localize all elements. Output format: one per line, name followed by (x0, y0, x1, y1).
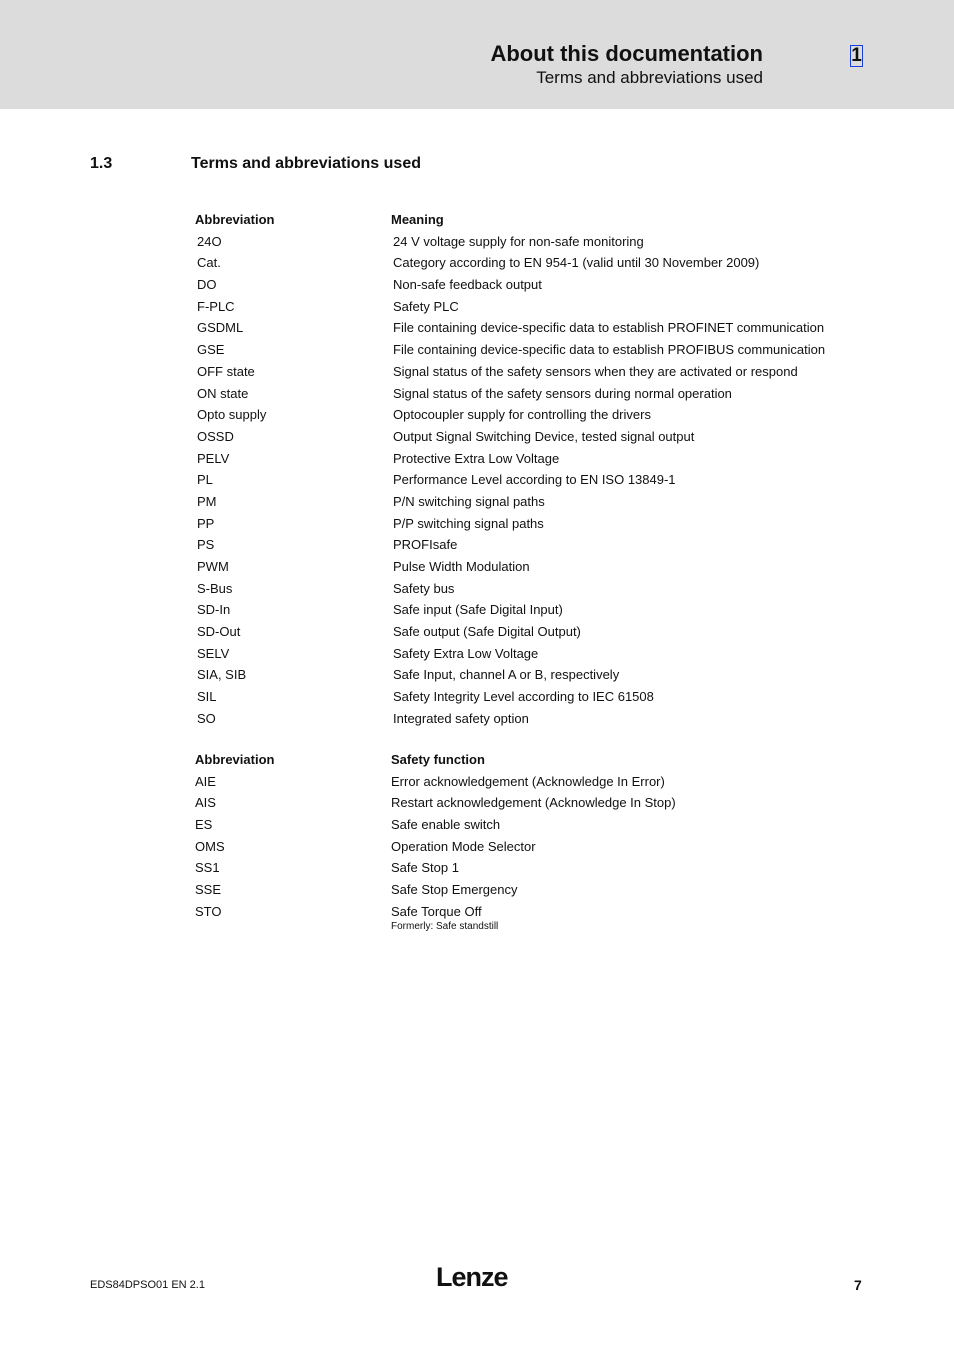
abbreviation-cell: SELV (197, 645, 230, 661)
table-row (0, 231, 954, 253)
table-row (0, 836, 954, 858)
header-title: About this documentation (490, 41, 763, 66)
section-title: Terms and abbreviations used (191, 155, 421, 172)
description-cell: Safety Integrity Level according to IEC 61508 (393, 689, 654, 705)
abbreviation-cell: PM (197, 493, 217, 509)
description-cell: Category according to EN 954-1 (valid until 30 November 2009) (393, 255, 760, 271)
table-row (0, 578, 954, 600)
description-cell: Optocoupler supply for controlling the drivers (393, 407, 651, 423)
table-row (0, 274, 954, 296)
description-cell: Safety bus (393, 580, 455, 596)
abbreviation-cell: STO (195, 903, 222, 919)
abbreviation-cell: SD-In (197, 602, 231, 618)
table-row (0, 814, 954, 836)
table-header-row (0, 209, 954, 231)
table-row (0, 448, 954, 470)
table-row (0, 296, 954, 318)
description-cell: File containing device-specific data to establish PROFIBUS communication (393, 342, 826, 358)
abbreviation-cell: AIS (195, 795, 216, 811)
table-row (0, 792, 954, 814)
table-row (0, 879, 954, 901)
table-row (0, 317, 954, 339)
table-row (0, 513, 954, 535)
abbreviation-cell: PP (197, 515, 215, 531)
description-cell: Safe Stop 1 (391, 860, 459, 876)
description-cell: Safety PLC (393, 298, 459, 314)
page-number: 7 (854, 1277, 862, 1293)
description-cell: Restart acknowledgement (Acknowledge In Stop) (391, 795, 676, 811)
description-cell: Pulse Width Modulation (393, 559, 530, 574)
table-row (0, 686, 954, 708)
description-cell: Non-safe feedback output (393, 277, 542, 293)
abbreviation-cell: SO (197, 710, 216, 726)
abbreviation-cell: 24O (197, 233, 222, 249)
table-row (0, 664, 954, 686)
table-row (0, 771, 954, 793)
table-row (0, 383, 954, 405)
table-row (0, 643, 954, 665)
description-cell: PROFIsafe (393, 537, 458, 553)
description-cell: Signal status of the safety sensors during normal operation (393, 385, 732, 401)
description-cell: Performance Level according to EN ISO 13849-1 (393, 472, 676, 488)
abbreviation-cell: S-Bus (197, 580, 233, 596)
abbreviation-cell: SS1 (195, 860, 220, 876)
lenze-logo: Lenze (436, 1262, 508, 1292)
description-cell: Safe Input, channel A or B, respectively (393, 667, 620, 683)
abbreviation-cell: PL (197, 472, 213, 488)
table-row (0, 857, 954, 879)
abbreviation-cell: SD-Out (197, 624, 241, 640)
description-cell: Protective Extra Low Voltage (393, 450, 560, 466)
abbreviation-cell: SIA, SIB (197, 667, 247, 683)
abbreviation-cell: GSE (197, 342, 225, 358)
abbreviation-cell: PWM (197, 559, 229, 574)
description-cell: File containing device-specific data to establish PROFINET communication (393, 320, 825, 336)
table-row (0, 361, 954, 383)
header-subtitle: Terms and abbreviations used (536, 68, 763, 87)
description-cell: P/P switching signal paths (393, 515, 544, 531)
abbreviation-cell: AIE (195, 773, 216, 789)
abbreviation-cell: OFF state (197, 363, 255, 379)
abbreviation-cell: ES (195, 817, 213, 833)
abbreviation-cell: OMS (195, 838, 225, 854)
page-header (0, 0, 954, 109)
table-row (0, 901, 954, 923)
abbreviation-cell: ON state (197, 385, 249, 401)
description-cell: 24 V voltage supply for non-safe monitoring (393, 233, 644, 249)
table-row (0, 708, 954, 730)
description-cell: Output Signal Switching Device, tested signal output (393, 428, 695, 444)
description-cell: Safety Extra Low Voltage (393, 645, 539, 661)
abbreviation-cell: SIL (197, 689, 217, 705)
table-row (0, 252, 954, 274)
description-cell: Integrated safety option (393, 710, 529, 726)
column-header-abbreviation: Abbreviation (195, 212, 275, 227)
abbreviation-cell: DO (197, 277, 217, 293)
abbreviation-cell: F-PLC (197, 298, 235, 314)
description-cell: Safe Stop Emergency (391, 882, 518, 898)
table-row (0, 556, 954, 578)
description-cell: Safe enable switch (391, 817, 501, 833)
description-cell: Operation Mode Selector (391, 838, 536, 854)
table-row (0, 599, 954, 621)
table-header-row (0, 749, 954, 771)
abbreviation-cell: SSE (195, 882, 222, 898)
section-number: 1.3 (90, 155, 113, 172)
column-header-abbreviation: Abbreviation (195, 752, 275, 767)
description-cell: Signal status of the safety sensors when they are activated or respond (393, 363, 798, 379)
table-row (0, 404, 954, 426)
column-header-meaning: Meaning (391, 212, 444, 227)
table-row (0, 339, 954, 361)
abbreviations-table (0, 209, 954, 730)
abbreviation-cell: Cat. (197, 255, 221, 271)
column-header-safety-function: Safety function (391, 752, 485, 767)
description-cell: Error acknowledgement (Acknowledge In Error) (391, 773, 665, 789)
abbreviation-cell: Opto supply (197, 407, 267, 423)
table-row (0, 621, 954, 643)
abbreviation-cell: OSSD (197, 428, 234, 444)
sto-footnote: Formerly: Safe standstill (391, 921, 499, 932)
chapter-link[interactable]: 1 (851, 45, 862, 66)
abbreviation-cell: PELV (197, 450, 230, 466)
document-id: EDS84DPSO01 EN 2.1 (90, 1279, 205, 1291)
abbreviation-cell: PS (197, 537, 215, 553)
description-cell: Safe Torque Off (391, 903, 482, 919)
table-row (0, 426, 954, 448)
table-row (0, 469, 954, 491)
description-cell: P/N switching signal paths (393, 493, 545, 509)
abbreviation-cell: GSDML (197, 320, 244, 336)
description-cell: Safe output (Safe Digital Output) (393, 624, 581, 640)
description-cell: Safe input (Safe Digital Input) (393, 602, 563, 618)
table-row (0, 534, 954, 556)
safety-functions-table (0, 749, 954, 923)
table-row (0, 491, 954, 513)
